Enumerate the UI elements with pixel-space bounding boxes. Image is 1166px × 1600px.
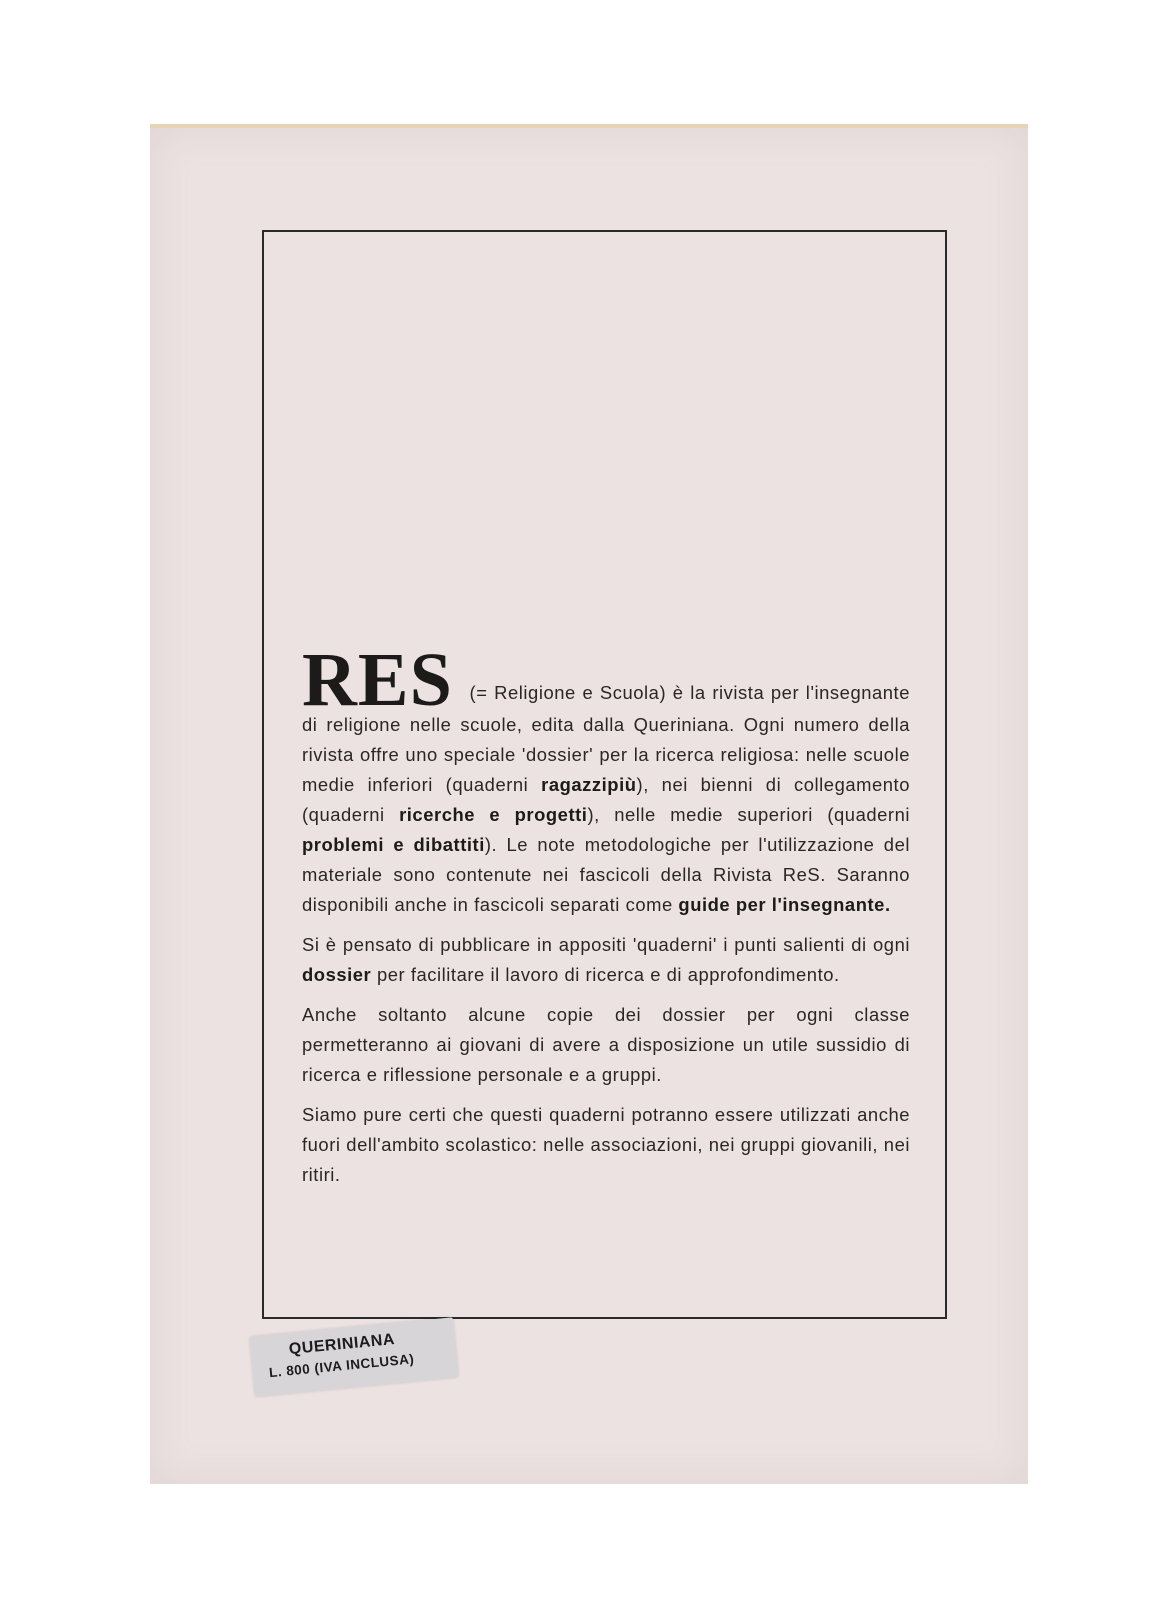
para2-part-b: per facilitare il lavoro di ricerca e di approfondimento. bbox=[371, 964, 840, 985]
sticker-price: L. 800 (IVA INCLUSA) bbox=[268, 1351, 415, 1381]
intro-bold-problemi: problemi e dibattiti bbox=[302, 834, 485, 855]
sticker-publisher: QUERINIANA bbox=[288, 1331, 396, 1359]
intro-part-4: ), nelle medie superiori (quaderni bbox=[587, 804, 910, 825]
description-text-block bbox=[302, 638, 910, 1200]
paragraph-quaderni bbox=[302, 930, 910, 990]
para2-bold-dossier: dossier bbox=[302, 964, 372, 985]
paragraph-copie: Anche soltanto alcune copie dei dossier per ogni classe permetteranno ai giovani di avere a disposizione un utile sussidio di ricerca e riflessione personale e a gruppi. bbox=[302, 1004, 910, 1085]
para2-part-a: Si è pensato di pubblicare in appositi 'quaderni' i punti salienti di ogni bbox=[302, 934, 910, 955]
intro-part-2: ), nei bienni di collegamento (quaderni bbox=[302, 774, 910, 825]
intro-paragraph bbox=[302, 638, 910, 920]
paragraph-utilizzo: Siamo pure certi che questi quaderni potranno essere utilizzati anche fuori dell'ambito scolastico: nelle associazioni, nei gruppi giovanili, nei ritiri. bbox=[302, 1104, 910, 1185]
intro-bold-ragazzipiu: ragazzipiù bbox=[541, 774, 637, 795]
intro-part-6: ). Le note metodologiche per l'utilizzazione del materiale sono contenute nei fascicoli della Rivista ReS. Saranno disponibili anche in fascicoli separati come bbox=[302, 834, 910, 915]
intro-part-0: (= Religione e Scuola) è la rivista per l'insegnante di religione nelle scuole, edita dalla Queriniana. Ogni numero della rivista offre uno speciale 'dossier' per la ricerca religiosa: nelle scuole medie inferiori (quaderni bbox=[302, 682, 910, 795]
intro-bold-ricerche: ricerche e progetti bbox=[399, 804, 588, 825]
res-title: RES bbox=[302, 638, 453, 722]
intro-bold-guide: guide per l'insegnante. bbox=[678, 894, 891, 915]
